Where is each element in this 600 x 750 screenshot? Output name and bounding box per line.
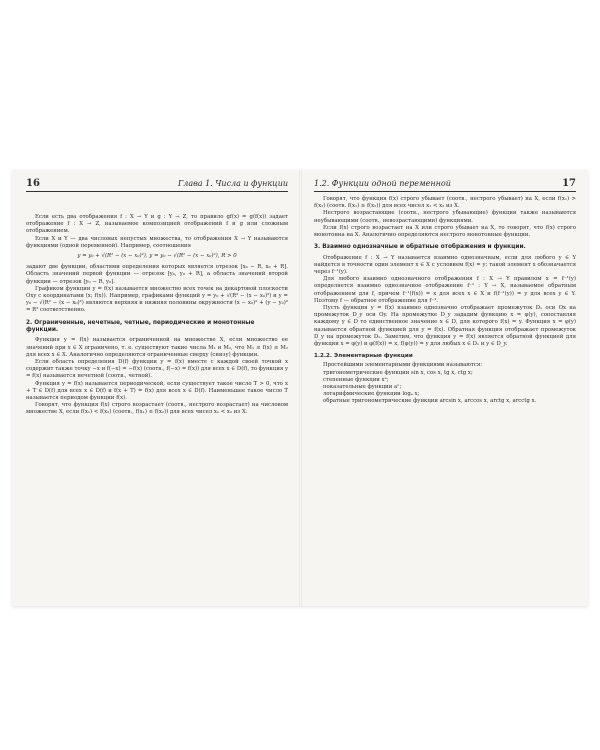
paragraph: Функция y = f(x) называется ограниченной на множестве X, если множество ее значений при x ∈ X ограничено, т. е. существуют такие числа M₁ и M₂, что M₁ ≤ f(x) ≤ M₂ для всех x ∈ X. Аналогично определяются ограниченные сверху (снизу) функции.: [26, 337, 288, 358]
paragraph: задают две функции, областями определения которых является отрезок [x₀ − R, x₀ + R]. Область значений первой функции — отрезок [y₀, y₀ + R], а область значений второй функции — отрезок [y₀ − R, y₀].: [26, 264, 288, 285]
paragraph: Если область определения D(f) функции y = f(x) вместе с каждой своей точкой x содержит также точку −x и f(−x) = −f(x) (соотв., f(−x) = f(x)) для всех x ∈ D(f), то функция y = f(x) называется нечетной (соотв., четной).: [26, 359, 288, 380]
list-item: степенные функции xᵃ;: [323, 376, 389, 383]
section-heading: 3. Взаимно однозначные и обратные отображения и функции.: [314, 244, 526, 251]
right-page-number: 17: [562, 178, 576, 189]
list-item: показательные функции aˣ;: [323, 384, 402, 391]
left-page-number: 16: [26, 178, 40, 189]
paragraph: Пусть функция y = f(x) взаимно однозначно отображает промежуток Dₓ оси Ox на промежуток D_y оси Oy. На промежутке D_y зададим функцию x = φ(y), сопоставляя каждому y ∈ D то единственное значение x ∈ D, для которого f(x) = y. Функция x = φ(y) называется обратной функцией для y = f(x). Обратная функция отображает промежуток D_y на промежуток Dₓ. Заметим, что функция y = f(x) является обратной функцией для функции x = φ(y) и φ(f(x)) = x, f(φ(y)) = y для любых x ∈ Dₓ и y ∈ D_y.: [314, 305, 576, 348]
paragraph: Нестрого возрастающие (соотв., нестрого убывающие) функции также называются неубывающими (соотв., невозрастающими) функциями.: [314, 210, 576, 224]
paragraph: Если есть два отображения f : X → Y и g : Y → Z, то правило gf(x) = g(f(x)) задает отображение f : X → Z, называемое композицией отображений f и g или сложным отображением.: [26, 214, 288, 235]
right-running-title: 1.2. Функции одной переменной: [314, 179, 451, 188]
paragraph: Говорят, что функция f(x) строго убывает (соотв., нестрого убывает) на X, если f(x₁) > f(x₂) (соотв. f(x₁) ≥ f(x₂)) для всех чисел x₁ < x₂ из X.: [314, 196, 576, 210]
left-page: [26, 178, 288, 417]
book-gutter: [299, 170, 302, 606]
paragraph: Простейшими элементарными функциями называются:: [323, 362, 483, 369]
list-item: тригонометрические функции sin x, cos x, tg x, ctg x;: [323, 369, 473, 376]
book-spread: [12, 170, 588, 606]
function-list: [314, 370, 576, 406]
paragraph: Если f(x) строго возрастает на X или строго убывает на X, то говорят, что f(x) строго монотонна на X. Аналогично определяются нестрого монотонные функции.: [314, 224, 576, 239]
left-running-head: [26, 178, 288, 192]
formula: y = y₀ + √(R² − (x − x₀)²), y = y₀ − √(R² − (x − x₀)²), R > 0: [77, 253, 237, 260]
list-item: логарифмические функции logₐ x;: [323, 391, 420, 398]
left-running-title: Глава 1. Числа и функции: [177, 179, 288, 188]
paragraph: Отображение f : X → Y называется взаимно однозначным, если для любого y ∈ Y найдется в точности один элемент x ∈ X с условием f(x) = y; такой элемент x обозначается через f⁻¹(y).: [314, 254, 576, 276]
right-running-head: [314, 178, 576, 192]
paragraph: Говорят, что функция f(x) строго возрастает (соотв., нестрого возрастает) на числовом множестве X, если f(x₁) < f(x₂) (соотв., f(x₁) ≤ f(x₂)) для всех чисел x₁ < x₂ из X.: [26, 402, 288, 416]
subsection-heading: 1.2.2. Элементарные функции: [314, 353, 413, 360]
paragraph: Если X и Y — два числовых непустых множества, то отображения X → Y называются функциями (одной переменной). Например, соотношения: [26, 235, 288, 249]
paragraph: Функция y = f(x) называется периодической, если существует такое число T > 0, что x + T ∈ D(f) для всех x ∈ D(f) и f(x + T) = f(x) для всех x ∈ D(f). Наименьшее такое число T называется периодом функции f(x).: [26, 380, 288, 402]
paragraph: Графиком функции y = f(x) называется множество всех точек на декартовой плоскости Oxy с координатами (x; f(x)). Например, графиками функций y = y₀ + √(R² − (x − x₀)²) и y = y₀ − √(R² − (x − x₀)²) являются верхняя и нижняя половины окружности (x − x₀)² + (y − y₀)² = R² соответственно.: [26, 285, 288, 314]
paragraph: Для любого взаимно однозначного отображения f : X → Y правилом x = f⁻¹(y) определяется взаимно однозначное отображение f⁻¹ : Y → X, называемое обратным отображением для f, причем f⁻¹(f(x)) = x для всех x ∈ X и f(f⁻¹(y)) = y для всех y ∈ Y. Поэтому f — обратное отображение для f⁻¹.: [314, 276, 576, 304]
right-page: [314, 178, 576, 406]
section-heading: 2. Ограниченные, нечетные, четные, периодические и монотонные функции.: [26, 319, 255, 334]
list-item: обратные тригонометрические функции arcsin x, arccos x, arctg x, arcctg x.: [323, 398, 537, 405]
